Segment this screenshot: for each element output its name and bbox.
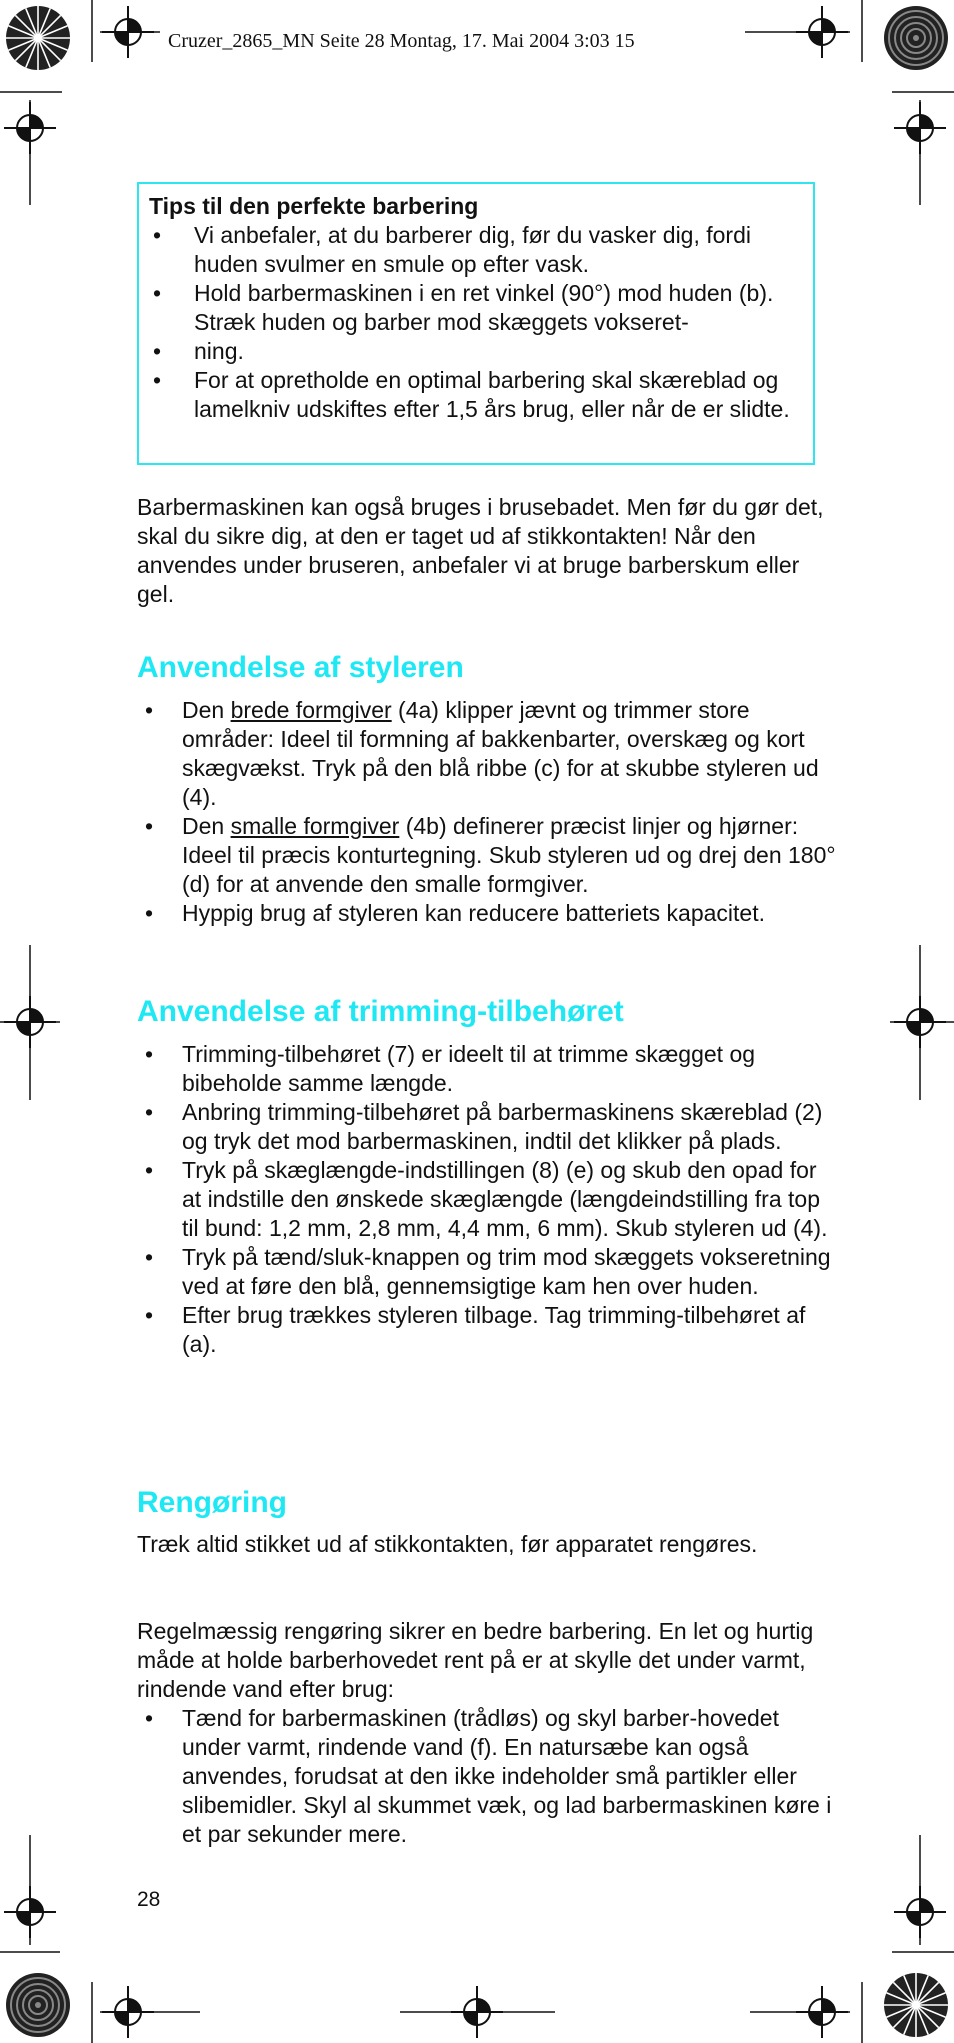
cleaning-list bbox=[137, 1704, 837, 1849]
trimming-heading: Anvendelse af trimming-tilbehøret bbox=[137, 995, 624, 1028]
list-item: • Efter brug trækkes styleren tilbage. Tag trimming-tilbehøret af (a). bbox=[145, 1302, 806, 1357]
styler-list bbox=[137, 696, 837, 928]
list-item: • Den brede formgiver (4a) klipper jævnt og trimmer store områder: Ideel til formning af bakkenbarter, overskæg og kort skægvækst. Tryk på den blå ribbe (c) for at skubbe styleren ud (4). bbox=[145, 697, 819, 810]
tips-title: Tips til den perfekte barbering bbox=[149, 193, 479, 219]
trimming-list bbox=[137, 1040, 837, 1359]
tips-item: • ning. bbox=[153, 338, 244, 364]
list-item: • Anbring trimming-tilbehøret på barbermaskinens skæreblad (2) og tryk det mod barbermaskinen, indtil det klikker på plads. bbox=[145, 1099, 823, 1154]
list-item: • Tryk på tænd/sluk-knappen og trim mod skæggets vokseretning ved at føre den blå, gennemsigtige kam hen over huden. bbox=[145, 1244, 831, 1299]
list-item: • Tænd for barbermaskinen (trådløs) og skyl barber-hovedet under varmt, rindende vand (f). En natursæbe kan også anvendes, forudsat at den ikke indeholder små partikler eller slibemidler. Skyl al skummet væk, og lad barbermaskinen køre i et par sekunder mere. bbox=[145, 1705, 832, 1847]
cleaning-heading: Rengøring bbox=[137, 1486, 287, 1519]
print-slug: Cruzer_2865_MN Seite 28 Montag, 17. Mai 2004 3:03 15 bbox=[168, 30, 635, 52]
tips-box bbox=[137, 182, 815, 465]
tips-item: • Vi anbefaler, at du barberer dig, før du vasker dig, fordi huden svulmer en smule op efter vask. bbox=[153, 222, 751, 277]
list-item: • Hyppig brug af styleren kan reducere batteriets kapacitet. bbox=[145, 900, 765, 926]
shower-paragraph: Barbermaskinen kan også bruges i brusebadet. Men før du gør det, skal du sikre dig, at den er taget ud af stikkontakten! Når den anvendes under bruseren, anbefaler vi at bruge barberskum eller gel. bbox=[137, 494, 824, 607]
cleaning-paragraph-2: Regelmæssig rengøring sikrer en bedre barbering. En let og hurtig måde at holde barberhovedet rent på er at skylle det under varmt, rindende vand efter brug: bbox=[137, 1618, 814, 1702]
list-item: • Tryk på skæglængde-indstillingen (8) (e) og skub den opad for at indstille den ønskede skæglængde (længdeindstilling fra top til bund: 1,2 mm, 2,8 mm, 4,4 mm, 6 mm). Skub styleren ud (4). bbox=[145, 1157, 828, 1241]
page-number: 28 bbox=[137, 1888, 161, 1911]
list-item: • Den smalle formgiver (4b) definerer præcist linjer og hjørner: Ideel til præcis konturtegning. Skub styleren ud og drej den 180° (d) for at anvende den smalle formgiver. bbox=[145, 813, 836, 897]
tips-item: • For at opretholde en optimal barbering skal skæreblad og lamelkniv udskiftes efter 1,5 års brug, eller når de er slidte. bbox=[153, 367, 790, 422]
cleaning-paragraph-1: Træk altid stikket ud af stikkontakten, før apparatet rengøres. bbox=[137, 1531, 758, 1557]
narrow-shaper-term: smalle formgiver bbox=[230, 813, 400, 839]
styler-heading: Anvendelse af styleren bbox=[137, 651, 464, 684]
wide-shaper-term: brede formgiver bbox=[230, 697, 392, 723]
tips-item: • Hold barbermaskinen i en ret vinkel (90°) mod huden (b). Stræk huden og barber mod skæggets vokseret- bbox=[153, 280, 774, 335]
list-item: • Trimming-tilbehøret (7) er ideelt til at trimme skægget og bibeholde samme længde. bbox=[145, 1041, 756, 1096]
